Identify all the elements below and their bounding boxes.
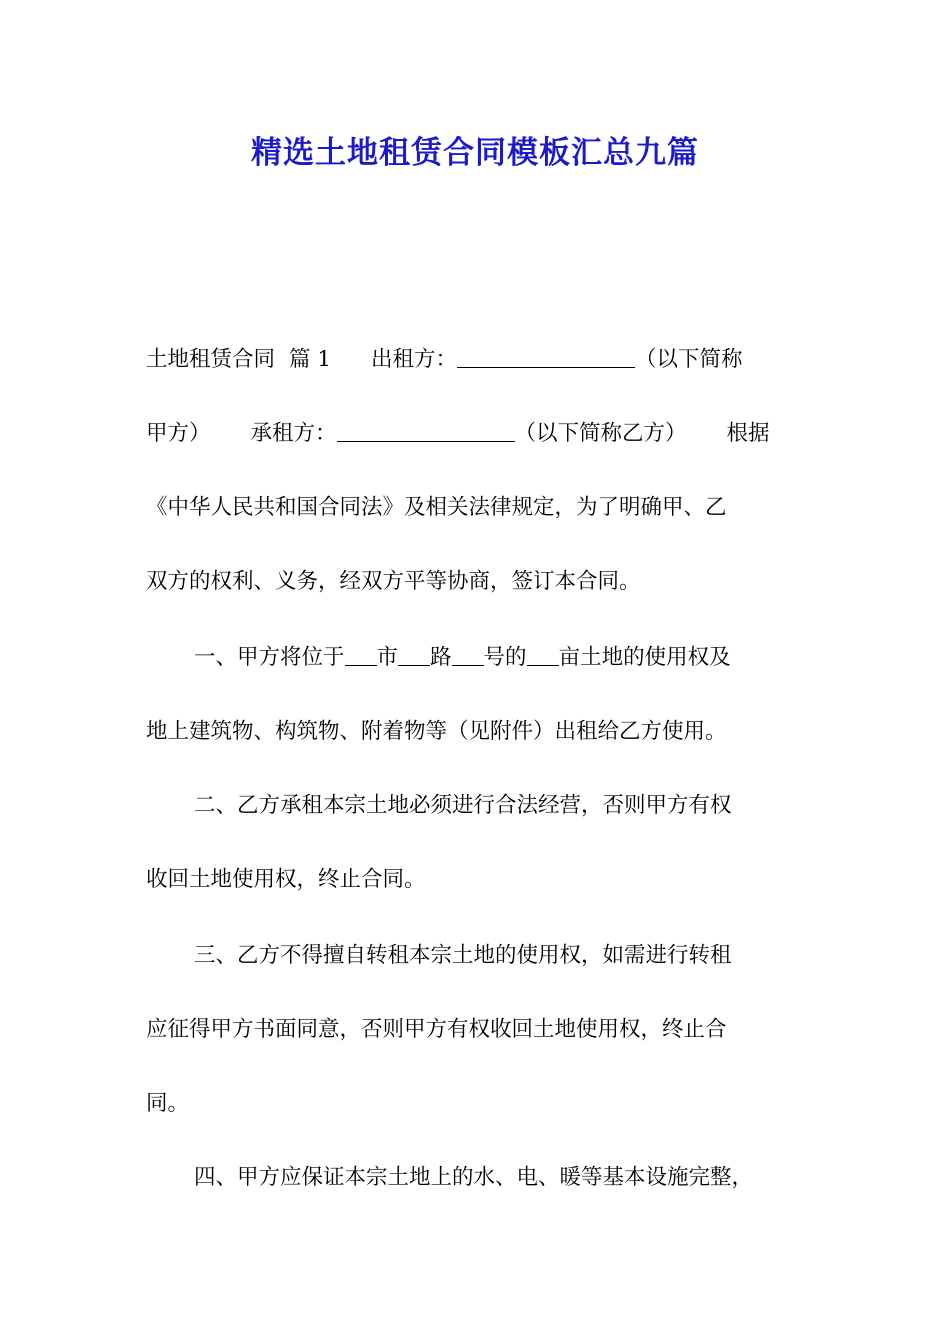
lessee-suffix: （以下简称乙方） (514, 421, 687, 446)
lessor-suffix: （以下简称 (635, 347, 743, 372)
number-blank (452, 644, 484, 667)
clause-1-part-a: 一、甲方将位于 (194, 645, 345, 670)
clause-4-line-1: 四、甲方应保证本宗土地上的水、电、暖等基本设施完整， (194, 1165, 754, 1190)
lessee-blank (337, 420, 515, 443)
basis-word: 根据 (726, 421, 770, 446)
clause-1-part-d: 号的 (483, 645, 527, 670)
preamble-line-3: 《中华人民共和国合同法》及相关法律规定，为了明确甲、乙 (146, 495, 727, 520)
clause-1-line-2: 地上建筑物、构筑物、附着物等（见附件）出租给乙方使用。 (146, 719, 727, 744)
lessor-blank (457, 346, 635, 369)
clause-3-line-3: 同。 (146, 1091, 190, 1116)
lessor-label: 出租方： (371, 347, 458, 372)
contract-heading: 土地租赁合同 (146, 347, 276, 372)
lessor-abbrev: 甲方） (146, 421, 211, 446)
clause-3-line-2: 应征得甲方书面同意，否则甲方有权收回土地使用权，终止合 (146, 1017, 727, 1042)
preamble-line-1 (146, 342, 816, 378)
lessee-label: 承租方： (250, 421, 337, 446)
area-blank (527, 644, 559, 667)
preamble-line-4: 双方的权利、义务，经双方平等协商，签订本合同。 (146, 569, 641, 594)
clause-1-part-b: 市 (376, 645, 399, 670)
clause-2-line-2: 收回土地使用权，终止合同。 (146, 867, 426, 892)
clause-2-line-1: 二、乙方承租本宗土地必须进行合法经营，否则甲方有权 (194, 793, 732, 818)
clause-1-part-e: 亩土地的使用权及 (558, 645, 731, 670)
road-blank (398, 644, 430, 667)
city-blank (345, 644, 377, 667)
document-title: 精选土地租赁合同模板汇总九篇 (251, 135, 699, 171)
preamble-line-2 (146, 416, 816, 452)
clause-3-line-1: 三、乙方不得擅自转租本宗土地的使用权，如需进行转租 (194, 943, 732, 968)
clause-1-part-c: 路 (430, 645, 452, 670)
section-number: 篇 1 (289, 347, 332, 372)
clause-1-line-1 (194, 640, 816, 676)
